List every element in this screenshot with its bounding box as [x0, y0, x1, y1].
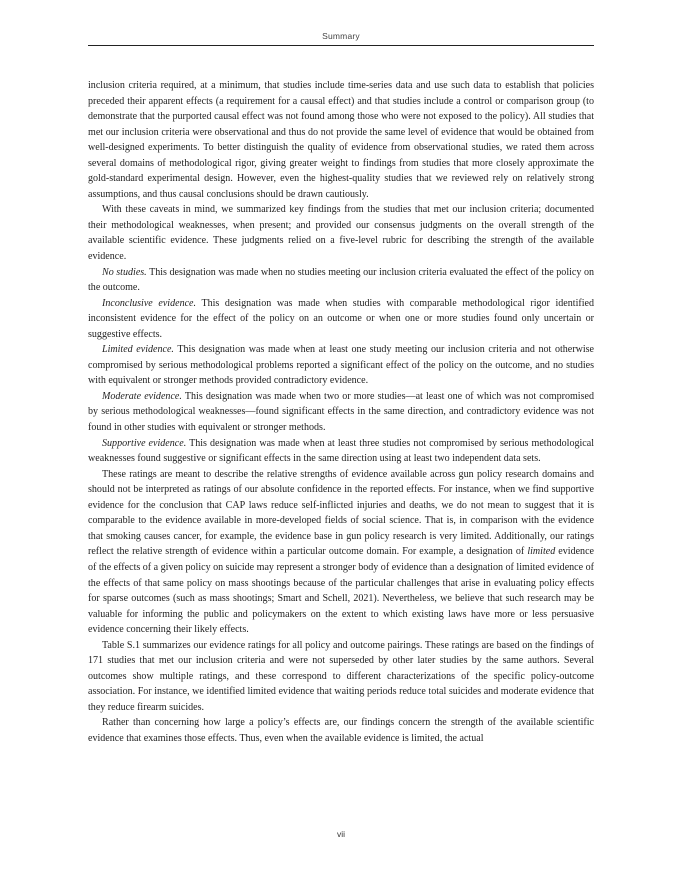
rating-definition: This designation was made when at least three studies not compromised by serious methodological weaknesses found suggestive or significant effects in the same direction using at least two independent data sets. [88, 437, 595, 465]
paragraph-supportive-evidence [88, 436, 594, 467]
paragraph-ratings-meaning [88, 467, 594, 638]
rating-term-supportive: Supportive evidence. [102, 437, 187, 449]
rating-term-limited: Limited evidence. [102, 344, 174, 356]
rating-definition: This designation was made when studies with comparable methodological rigor identified inconsistent evidence for the effect of the policy on an outcome or when one or more studies found only uncertain or suggestive effects. [88, 297, 594, 340]
rating-definition: This designation was made when two or more studies—at least one of which was not compromised by serious methodological weaknesses—found significant effects in the same direction, and contradictory evidence was not found in other studies with equivalent or stronger methods. [88, 390, 594, 434]
paragraph-text: These ratings are meant to describe the relative strengths of evidence available across gun policy research domains and should not be interpreted as ratings of our absolute confidence in the reported effects. For instance, when we find supportive evidence for the conclusion that CAP laws reduce self-inflicted injuries and deaths, we do not mean to suggest that it is comparable to the evidence available in more-developed fields of social science. That is, in comparison with the evidence that smoking causes cancer, for example, the evidence base in gun policy research is very limited. Additionally, our ratings reflect the relative strength of evidence within a particular outcome domain. For example, a designation of [88, 468, 594, 558]
paragraph-inconclusive-evidence [88, 296, 594, 343]
paragraph-text: evidence of the effects of a given policy on suicide may represent a stronger body of evidence than a designation of limited evidence of the effects of that same policy on mass shootings because of the particular challenges that arise in evaluating policy effects for sparse outcomes (such as mass shootings; Smart and Schell, 2021). Nevertheless, we believe that such research may be valuable for informing the public and policymakers on the extent to which existing laws have more or less persuasive evidence concerning their likely effects. [88, 546, 594, 636]
header-rule [88, 45, 594, 46]
paragraph-moderate-evidence [88, 389, 594, 436]
rating-term-no-studies: No studies. [102, 266, 147, 278]
page-number: vii [336, 829, 346, 839]
rating-definition: This designation was made when at least one study meeting our inclusion criteria and not otherwise compromised by serious methodological problems reported a significant effect of the policy on the outcome, and no studies with equivalent or stronger methods provided contradictory evidence. [88, 344, 595, 387]
rating-term-inconclusive: Inconclusive evidence. [102, 297, 197, 309]
paragraph-caveats: With these caveats in mind, we summarized key findings from the studies that met our inclusion criteria; documented their methodological weaknesses, when present; and provided our consensus judgments on the overall strength of the available scientific evidence. These judgments relied on a five-level rubric for describing the strength of the available evidence. [88, 204, 594, 263]
paragraph-effect-size: Rather than concerning how large a policy’s effects are, our findings concern the strength of the available scientific evidence that examines those effects. Thus, even when the available evidence is limited, the actual [88, 717, 594, 744]
paragraph-no-studies [88, 265, 594, 296]
paragraph-limited-evidence [88, 342, 594, 389]
emphasized-word: limited [527, 546, 556, 558]
rating-definition: This designation was made when no studies meeting our inclusion criteria evaluated the effect of the policy on the outcome. [88, 266, 594, 294]
paragraph-inclusion-criteria: inclusion criteria required, at a minimum, that studies include time-series data and use such data to establish that policies preceded their apparent effects (a requirement for a causal effect) and that studies include a control or comparison group (to demonstrate that the purported causal effect was not found among those who were not exposed to the policy). All studies that met our inclusion criteria were observational and thus do not provide the same level of evidence that would be obtained from well-designed experiments. To better distinguish the quality of evidence from observational studies, we rated them across several domains of methodological rigor, giving greater weight to findings from studies that more closely approximate the gold-standard experimental design. However, even the highest-quality studies that we reviewed rely on relatively strong assumptions, and thus causal conclusions should be drawn cautiously. [88, 80, 594, 200]
paragraph-table-summary: Table S.1 summarizes our evidence ratings for all policy and outcome pairings. These ratings are based on the findings of 171 studies that met our inclusion criteria and were not superseded by other later studies by the same authors. Several outcomes show multiple ratings, and these correspond to different characterizations of the specific policy-outcome association. For instance, we identified limited evidence that waiting periods reduce total suicides and moderate evidence that they reduce firearm suicides. [88, 639, 594, 713]
body-text [88, 78, 594, 747]
rating-term-moderate: Moderate evidence. [102, 390, 182, 402]
running-header: Summary [322, 31, 360, 41]
